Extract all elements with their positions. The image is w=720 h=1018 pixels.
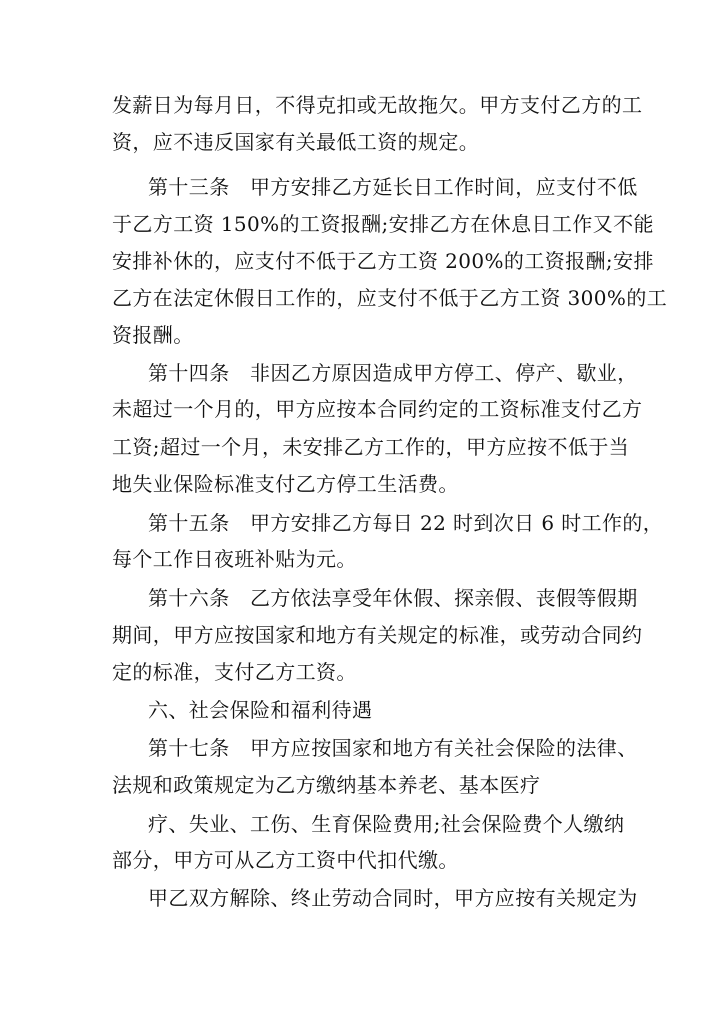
article-13-heading-line: 第十三条 甲方安排乙方延长日工作时间，应支付不低: [148, 175, 638, 199]
text-line: 法规和政策规定为乙方缴纳基本养老、基本医疗: [112, 773, 541, 797]
article-14-heading-line: 第十四条 非因乙方原因造成甲方停工、停产、歇业，: [148, 361, 638, 385]
text-line: 期间，甲方应按国家和地方有关规定的标准，或劳动合同约: [112, 623, 643, 647]
text-line: 未超过一个月的，甲方应按本合同约定的工资标准支付乙方: [112, 397, 643, 421]
article-16-heading-line: 第十六条 乙方依法享受年休假、探亲假、丧假等假期: [148, 586, 638, 610]
text-line: 每个工作日夜班补贴为元。: [112, 547, 357, 571]
text-line: 地失业保险标准支付乙方停工生活费。: [112, 472, 459, 496]
text-line: 疗、失业、工伤、生育保险费用;社会保险费个人缴纳: [148, 812, 625, 836]
text-line: 甲乙双方解除、终止劳动合同时，甲方应按有关规定为: [148, 886, 638, 910]
text-line: 资报酬。: [112, 323, 194, 347]
text-line: 安排补休的，应支付不低于乙方工资 200%的工资报酬;安排: [112, 249, 654, 273]
text-line: 乙方在法定休假日工作的，应支付不低于乙方工资 300%的工: [112, 286, 668, 310]
text-line: 发薪日为每月日，不得克扣或无故拖欠。甲方支付乙方的工: [112, 93, 643, 117]
text-line: 资，应不违反国家有关最低工资的规定。: [112, 130, 480, 154]
text-line: 定的标准，支付乙方工资。: [112, 660, 357, 684]
text-line: 工资;超过一个月，未安排乙方工作的，甲方应按不低于当: [112, 435, 630, 459]
article-15-heading-line: 第十五条 甲方安排乙方每日 22 时到次日 6 时工作的，: [148, 511, 664, 535]
section-6-heading: 六、社会保险和福利待遇: [148, 698, 373, 722]
text-line: 部分，甲方可从乙方工资中代扣代缴。: [112, 848, 459, 872]
article-17-heading-line: 第十七条 甲方应按国家和地方有关社会保险的法律、: [148, 736, 638, 760]
text-line: 于乙方工资 150%的工资报酬;安排乙方在休息日工作又不能: [112, 212, 654, 236]
